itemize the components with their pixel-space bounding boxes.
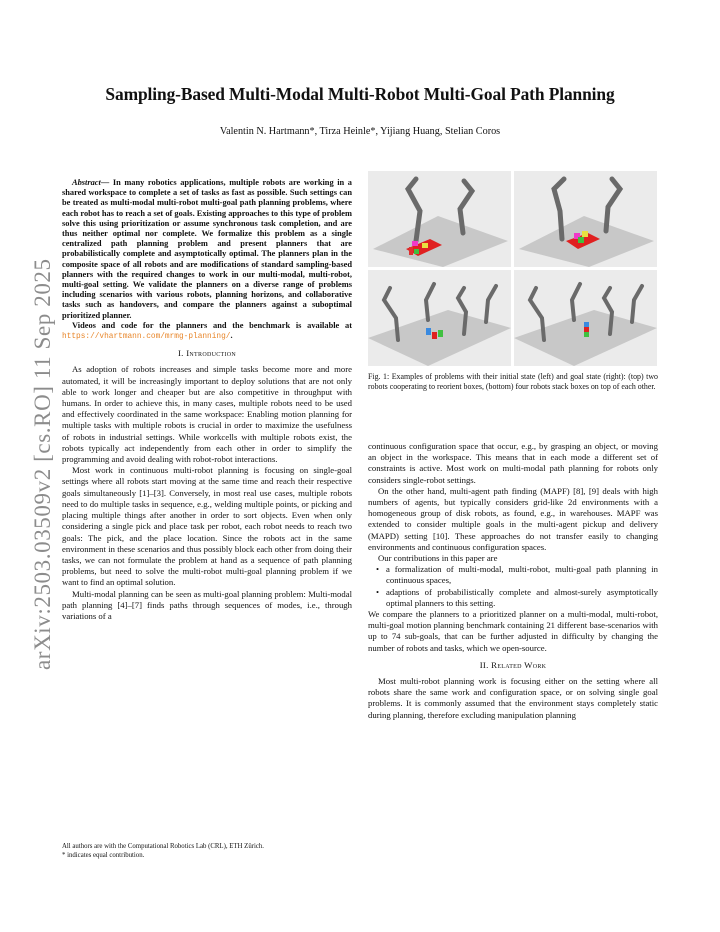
right-paragraph-1: continuous configuration space that occur, e.g., by grasping an object, or moving an object in the workspace. This means that in each mode a different set of constraints is active. Most work on multi-modal path planning for robots only considers single-robot settings. [368,441,658,485]
code-availability-text: Videos and code for the planners and the benchmark is available at [72,320,352,330]
list-item: • a formalization of multi-modal, multi-robot, multi-goal path planning in continuous spaces, [386,564,658,586]
figure-1 [368,171,658,391]
left-column [62,178,352,622]
related-work-paragraph: Most multi-robot planning work is focusing either on the setting where all robots share the same work and configuration space, or on solving single goal problems. It is commonly assumed that the environment stays completely static during planning, therefore excluding manipulation planning [368,676,658,720]
intro-paragraph-1: As adoption of robots increases and simple tasks become more and more automated, it will be increasingly important to deploy solutions that are not only able to work longer and cheaper but are also competitive in throughput with humans. In order to achieve this, in many cases, multiple robots need to be used and effectively coordinated in the same workspace: Enabling motion planning for multiple tasks with multiple robots is crucial in order to maximize the usefulness of robots in industrial settings. While workcells with multiple robots exist, the robots typically act independently from each other in order to simplify the programming and avoid dealing with robot-robot interactions. [62,364,352,465]
figure-panel-top-right [514,171,657,267]
footnote-equal-contribution: * indicates equal contribution. [62,852,145,859]
abstract-text: In many robotics applications, multiple robots are working in a shared workspace to complete a set of tasks as fast as possible. Such settings can be treated as multi-modal multi-robot multi-goal path planning problems, where each robot has to reach a set of goals. Existing approaches to this type of problem solve this using prioritization or assume synchronous task completion, and are thus neither optimal nor complete. We formalize this problem as a single centralized path planning problem and present planners that are probabilistically complete and asymptotically optimal. The planners plan in the composite space of all robots and are modifications of standard sampling-based planners with the required changes to work in our multi-modal, multi-robot, multi-goal setting. We validate the planners on a diverse range of problems including scenarios with various robots, planning horizons, and collaborative tasks such as handovers, and compare the planners against a suboptimal prioritized planner. [62,178,352,320]
intro-paragraph-3: Multi-modal planning can be seen as multi-goal planning problem: Multi-modal path planning [4]–[7] finds paths through sequences of modes, i.e., through variations of a [62,588,352,621]
intro-paragraph-2: Most work in continuous multi-robot planning is focusing on single-goal settings where all robots start moving at the same time and reach their respective goals simultaneously [1]–[3]. Conversely, in most real use cases, multiple robots need to do multiple tasks in sequence, e.g., welding multiple points, or picking and placing multiple things after another in order to sort objects. Even when only considering a single pick and place task per robot, each robot needs to reach two goals: The pick, and the place location. Since the robots act in the same environment in these scenarios and thus possibly block each other from doing their tasks, we can not formulate the problem at hand as a sequence of path planning problems, but need to solve the multi-robot multi-goal planning problem if we want to find an optimal solution. [62,465,352,588]
right-column [368,441,658,721]
list-item: • adaptions of probabilistically complete and almost-surely asymptotically optimal planners to this setting. [386,587,658,609]
right-paragraph-2: On the other hand, multi-agent path finding (MAPF) [8], [9] deals with high numbers of agents, but typically considers grid-like 2d environments with a homogeneous group of disk robots, as found, e.g., in warehouses. MAPF was extended to consider multiple goals in the multi-agent pickup and delivery (MAPD) setting [10]. These approaches do not transfer easily to changing environments and continuous configuration spaces. [368,485,658,552]
contributions-list [368,564,658,609]
figure-panel-bottom-left [368,270,511,366]
abstract: Abstract— In many robotics applications, multiple robots are working in a shared workspace to complete a set of tasks as fast as possible. Such settings can be treated as multi-modal multi-robot multi-goal path planning problems, where each robot has to reach a set of goals. Existing approaches to this type of problem solve this using prioritization or assume synchronous task completion, and are thus neither optimal nor complete. We formalize this problem as a single centralized path planning problem and present planners that are probabilistically complete and asymptotically optimal. The planners plan in the composite space of all robots and are modifications of standard sampling-based planners with the required changes to work in our multi-modal, multi-robot, multi-goal setting. We validate the planners on a diverse range of problems including scenarios with various robots, planning horizons, and collaborative tasks such as handovers, and compare the planners against a suboptimal prioritized planner. Videos and code for the planners and the benchmark is available at https://vhartmann.com/mrmg-planning/. [62,178,352,342]
right-paragraph-4: We compare the planners to a prioritized planner on a multi-modal, multi-robot, multi-goal motion planning benchmark containing 21 different base-scenarios with up to 74 sub-goals, that can be further adjusted in difficulty by changing the number of robots and tasks, which we open-source. [368,609,658,653]
contributions-intro: Our contributions in this paper are [378,553,498,564]
section-heading-related-work: II. Related Work [479,659,547,670]
figure-panel-bottom-right [514,270,657,366]
code-link[interactable]: https://vhartmann.com/mrmg-planning/ [62,333,231,342]
footnote [62,842,352,860]
arxiv-stamp: arXiv:2503.03509v2 [cs.RO] 11 Sep 2025 [30,258,55,670]
paper-title: Sampling-Based Multi-Modal Multi-Robot Multi-Goal Path Planning [105,84,615,104]
paper-authors: Valentin N. Hartmann*, Tirza Heinle*, Yijiang Huang, Stelian Coros [219,126,501,137]
figure-panel-top-left [368,171,511,267]
footnote-affiliation: All authors are with the Computational Robotics Lab (CRL), ETH Zürich. [62,843,264,850]
abstract-label: Abstract— [72,178,110,187]
figure-caption: Fig. 1: Examples of problems with their initial state (left) and goal state (right): (top) two robots cooperating to reorient boxes, (bottom) four robots stack boxes on top of each other. [368,372,658,391]
section-heading-introduction: I. Introduction [177,348,237,359]
